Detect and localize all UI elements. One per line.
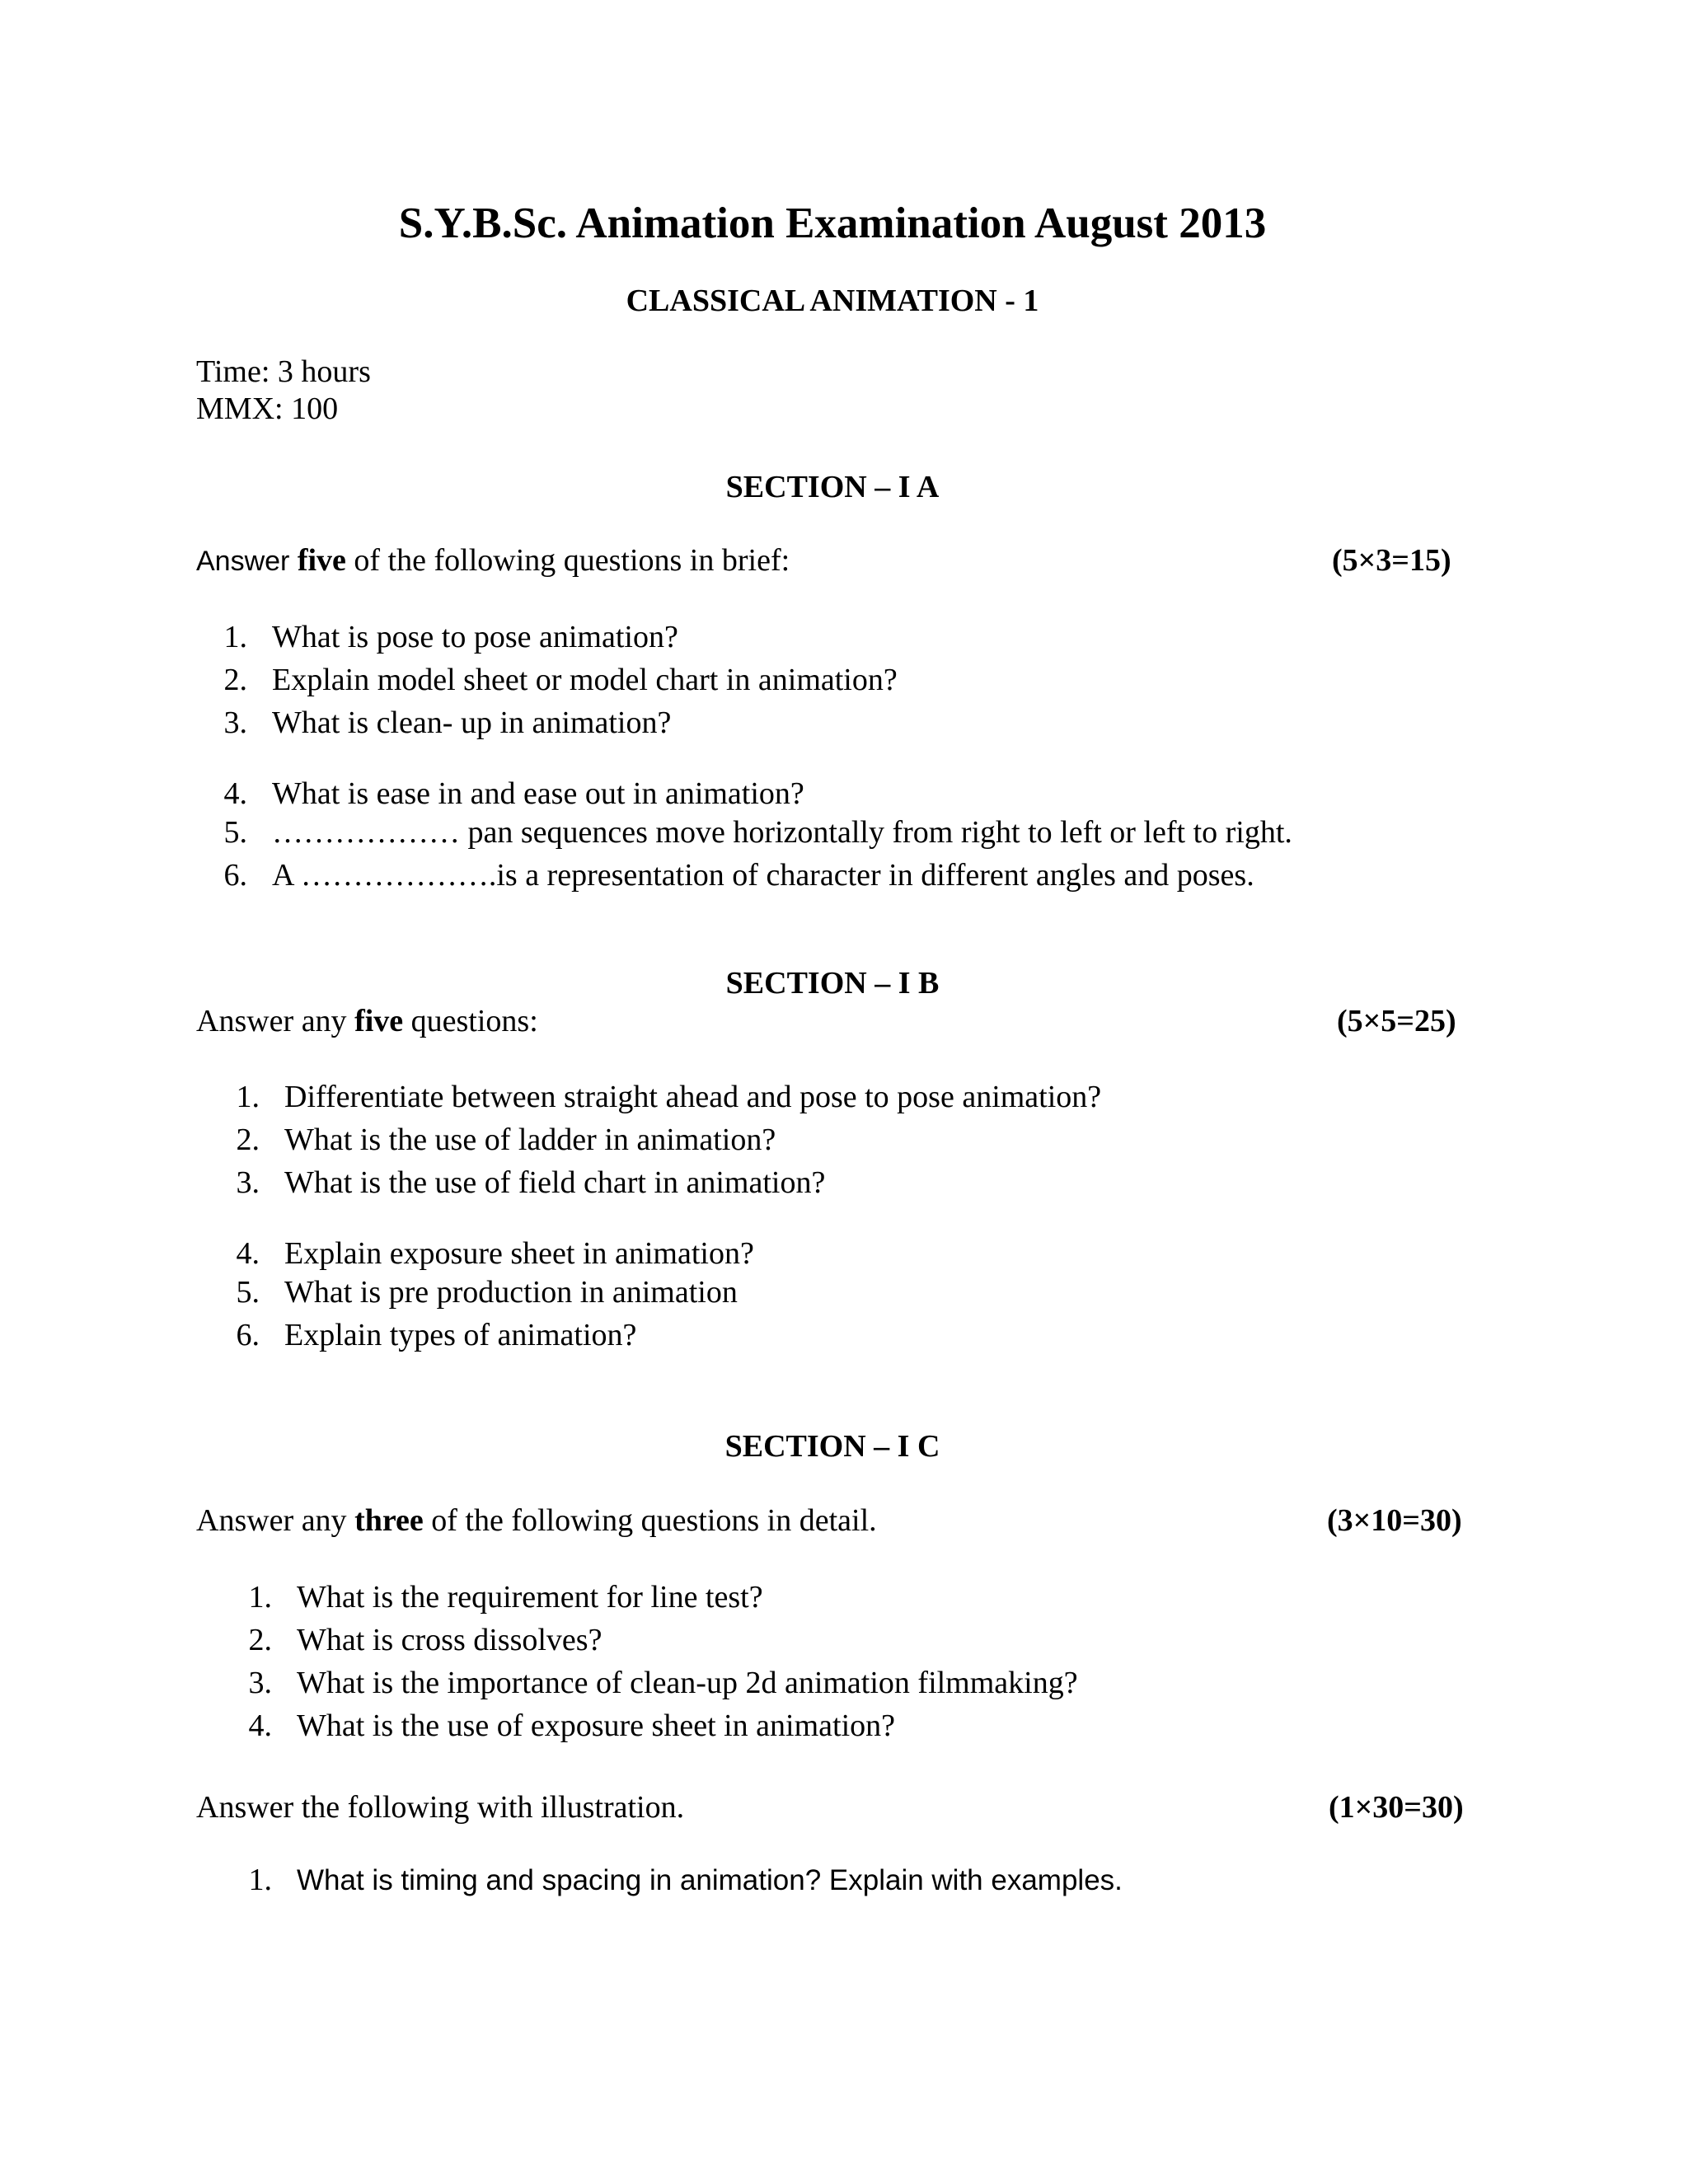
instruction-emphasis: three — [354, 1503, 424, 1538]
instruction-prefix: Answer — [196, 546, 298, 577]
question-number: 2. — [223, 663, 247, 697]
question-item — [214, 616, 678, 658]
question-number: 2. — [248, 1623, 272, 1657]
section-1c-marks: (3×10=30) — [1327, 1503, 1462, 1538]
section-1c-heading: SECTION – I C — [724, 1429, 940, 1464]
section-1a-heading: SECTION – I A — [725, 470, 940, 504]
question-item — [214, 812, 1292, 853]
question-number: 5. — [236, 1275, 260, 1310]
question-text: What is the importance of clean-up 2d animation filmmaking? — [297, 1666, 1078, 1700]
question-number: 3. — [248, 1666, 272, 1700]
question-number: 3. — [236, 1165, 260, 1200]
question-item — [214, 855, 1254, 896]
question-item — [239, 1619, 602, 1661]
question-text: What is the requirement for line test? — [297, 1580, 763, 1615]
question-item — [239, 1859, 1123, 1901]
question-item — [239, 1705, 895, 1746]
instruction-suffix: of the following questions in brief: — [345, 543, 790, 578]
exam-duration: Time: 3 hours — [196, 354, 371, 389]
question-item — [239, 1577, 763, 1618]
instruction-prefix: Answer any — [196, 1004, 355, 1038]
question-text: Explain model sheet or model chart in animation? — [272, 663, 898, 697]
question-item — [214, 702, 671, 743]
question-text: What is pose to pose animation? — [272, 620, 678, 654]
question-number: 6. — [236, 1318, 260, 1352]
question-number: 2. — [236, 1122, 260, 1157]
question-number: 1. — [248, 1863, 272, 1897]
section-1b-marks: (5×5=25) — [1337, 1004, 1456, 1038]
question-item — [227, 1076, 1101, 1118]
section-1b-heading: SECTION – I B — [725, 966, 940, 1001]
instruction-prefix: Answer any — [196, 1503, 355, 1538]
question-item — [214, 773, 804, 814]
question-item — [214, 659, 898, 701]
question-number: 1. — [223, 620, 247, 654]
question-text: Explain exposure sheet in animation? — [284, 1236, 754, 1271]
question-number: 5. — [223, 815, 247, 850]
question-text: Explain types of animation? — [284, 1318, 637, 1352]
question-item — [227, 1233, 754, 1274]
question-item — [227, 1272, 738, 1313]
exam-title: S.Y.B.Sc. Animation Examination August 2013 — [398, 199, 1267, 247]
question-number: 4. — [248, 1708, 272, 1743]
question-number: 3. — [223, 705, 247, 740]
instruction-emphasis: five — [297, 543, 346, 578]
question-text: A ……………….is a representation of character in different angles and poses. — [272, 858, 1254, 893]
illustration-instruction: Answer the following with illustration. — [196, 1790, 685, 1825]
question-number: 1. — [248, 1580, 272, 1615]
question-item — [227, 1162, 825, 1203]
question-text: What is the use of ladder in animation? — [284, 1122, 776, 1157]
question-number: 1. — [236, 1080, 260, 1114]
question-text: What is cross dissolves? — [297, 1623, 603, 1657]
question-number: 4. — [223, 776, 247, 811]
instruction-suffix: of the following questions in detail. — [423, 1503, 877, 1538]
section-1a-instruction — [196, 540, 790, 582]
question-text: What is clean- up in animation? — [272, 705, 672, 740]
question-item — [227, 1315, 636, 1356]
question-text: Differentiate between straight ahead and pose to pose animation? — [284, 1080, 1102, 1114]
section-1c-instruction — [196, 1500, 877, 1541]
question-text: What is timing and spacing in animation? Explain with examples. — [297, 1864, 1123, 1896]
instruction-emphasis: five — [354, 1004, 404, 1038]
question-item — [227, 1119, 776, 1160]
question-text: What is ease in and ease out in animation? — [272, 776, 804, 811]
section-1b-instruction — [196, 1001, 538, 1042]
question-number: 4. — [236, 1236, 260, 1271]
illustration-marks: (1×30=30) — [1329, 1790, 1464, 1825]
instruction-suffix: questions: — [403, 1004, 538, 1038]
question-number: 6. — [223, 858, 247, 893]
max-marks: MMX: 100 — [196, 391, 339, 426]
question-item — [239, 1662, 1078, 1704]
section-1a-marks: (5×3=15) — [1332, 543, 1451, 578]
question-text: ……………… pan sequences move horizontally from right to left or left to right. — [272, 815, 1292, 850]
question-text: What is the use of field chart in animation? — [284, 1165, 826, 1200]
question-text: What is pre production in animation — [284, 1275, 738, 1310]
subject-title: CLASSICAL ANIMATION - 1 — [626, 284, 1039, 318]
question-text: What is the use of exposure sheet in animation? — [297, 1708, 896, 1743]
